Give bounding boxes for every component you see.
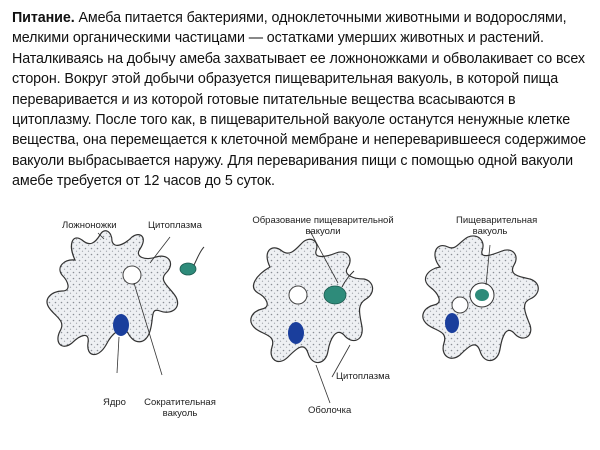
label-cytoplasm-2: Цитоплазма xyxy=(336,371,390,382)
label-vacuole-formation: Образование пищеварительной вакуоли xyxy=(252,215,394,237)
amoeba-3-digestive-vacuole xyxy=(470,283,494,307)
amoeba-3-contractile-vacuole xyxy=(452,297,468,313)
amoeba-2-nucleus xyxy=(288,322,304,344)
amoeba-3-nucleus xyxy=(445,313,459,333)
amoeba-1-nucleus xyxy=(113,314,129,336)
label-pseudopods: Ложноножки xyxy=(62,220,117,231)
amoeba-2-body xyxy=(251,239,373,362)
amoeba-1-body xyxy=(47,231,178,355)
amoeba-figure xyxy=(0,205,600,450)
amoeba-1 xyxy=(47,231,204,375)
amoeba-1-prey xyxy=(180,247,204,275)
amoeba-illustration xyxy=(0,205,600,450)
label-digestive-vacuole: Пищеварительная вакуоль xyxy=(456,215,538,237)
label-membrane: Оболочка xyxy=(308,405,352,416)
amoeba-2-contractile-vacuole xyxy=(289,286,307,304)
paragraph-body: Амеба питается бактериями, одноклеточными животными и водорослями, мелкими органическими частицами — остатками умерших животных и растений. Наталкиваясь на добычу амеба захватывает ее ложноножками и обволакивает со всех сторон. Вокруг этой добычи образуется пищеварительная вакуоль, в которой пища переваривается и из которой готовые питательные вещества всасываются в цитоплазму. После того как, в пищеварительной вакуоле останутся ненужные клетке вещества, она перемещается к клеточной мембране и непереварившееся содержимое вакуоли выбрасывается наружу. Для переваривания пищи с помощью одной вакуоли амебе требуется от 12 часов до 5 суток. xyxy=(12,10,586,190)
paragraph-heading: Питание. xyxy=(12,10,75,26)
label-nucleus: Ядро xyxy=(103,397,126,408)
description-paragraph xyxy=(12,8,590,192)
amoeba-1-contractile-vacuole xyxy=(123,266,141,284)
label-contractile-vacuole: Сократительная вакуоль xyxy=(144,397,216,419)
amoeba-3 xyxy=(423,236,538,361)
label-cytoplasm-1: Цитоплазма xyxy=(148,220,202,231)
